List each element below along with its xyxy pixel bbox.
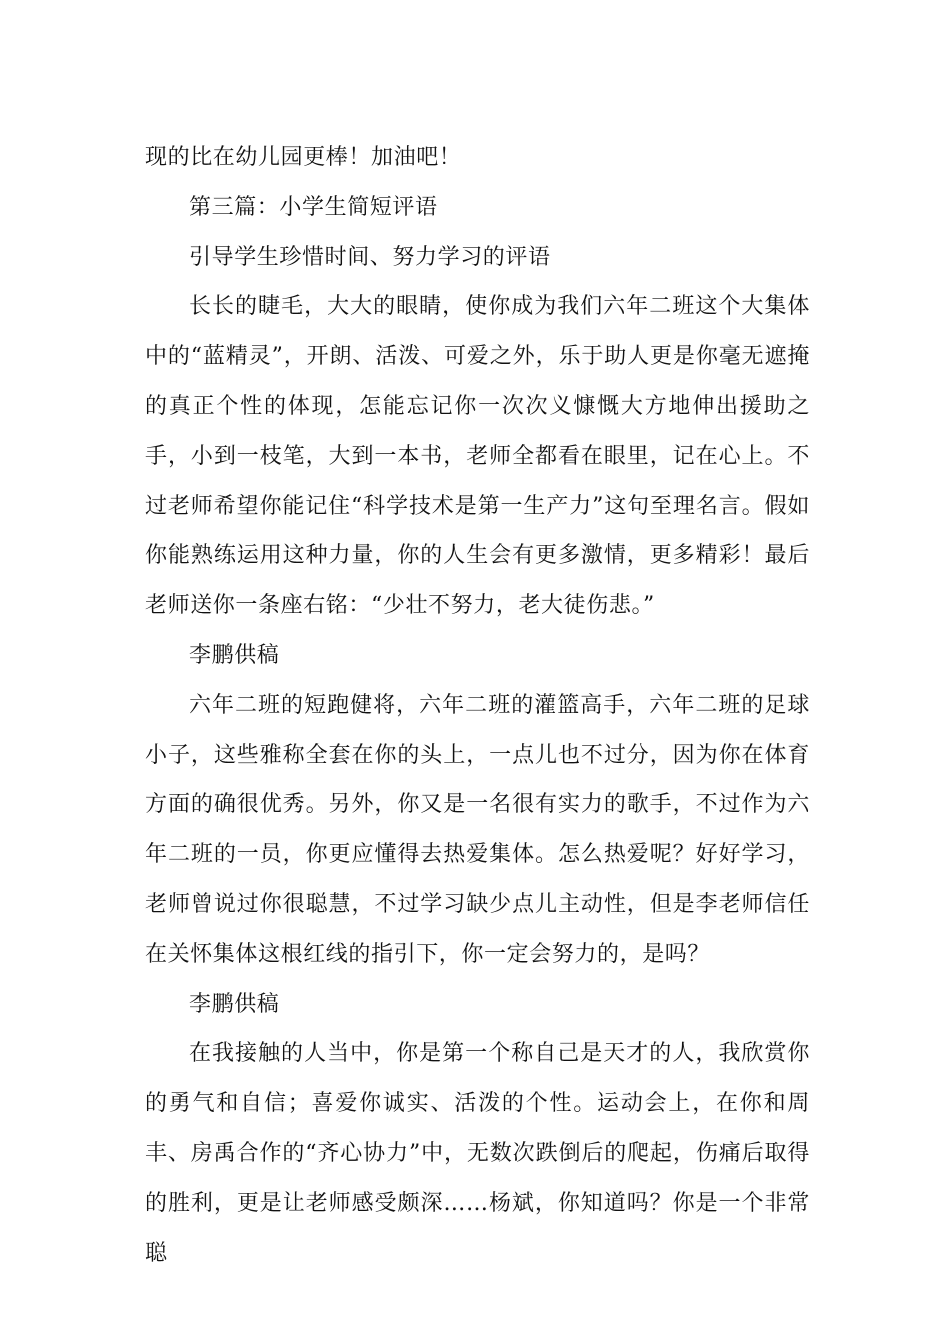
section-heading: 第三篇：小学生简短评语: [189, 194, 438, 220]
document-body: [145, 133, 810, 1278]
contributor-credit: 李鹏供稿: [189, 642, 280, 668]
subsection-heading: 引导学生珍惜时间、努力学习的评语: [189, 244, 551, 270]
comment-paragraph: 六年二班的短跑健将，六年二班的灌篮高手，六年二班的足球小子，这些雅称全套在你的头上，一点儿也不过分，因为你在体育方面的确很优秀。另外，你又是一名很有实力的歌手，不过作为六年二班的一员，你更应懂得去热爱集体。怎么热爱呢？好好学习，老师曾说过你很聪慧，不过学习缺少点儿主动性，但是李老师信任在关怀集体这根红线的指引下，你一定会努力的，是吗？: [145, 692, 810, 967]
comment-paragraph: 长长的睫毛，大大的眼睛，使你成为我们六年二班这个大集体中的“蓝精灵”，开朗、活泼、可爱之外，乐于助人更是你毫无遮掩的真正个性的体现，怎能忘记你一次次义慷慨大方地伸出援助之手，小到一枝笔，大到一本书，老师全都看在眼里，记在心上。不过老师希望你能记住“科学技术是第一生产力”这句至理名言。假如你能熟练运用这种力量，你的人生会有更多激情，更多精彩！最后老师送你一条座右铭：“少壮不努力，老大徒伤悲。”: [145, 294, 810, 619]
contributor-credit: 李鹏供稿: [189, 991, 280, 1017]
comment-paragraph: 在我接触的人当中，你是第一个称自己是天才的人，我欣赏你的勇气和自信；喜爱你诚实、活泼的个性。运动会上，在你和周丰、房禹合作的“齐心协力”中，无数次跌倒后的爬起，伤痛后取得的胜利，更是让老师感受颇深……杨斌，你知道吗？你是一个非常聪: [145, 1041, 810, 1266]
paragraph-continuation: 现的比在幼儿园更棒！加油吧！: [145, 145, 462, 170]
